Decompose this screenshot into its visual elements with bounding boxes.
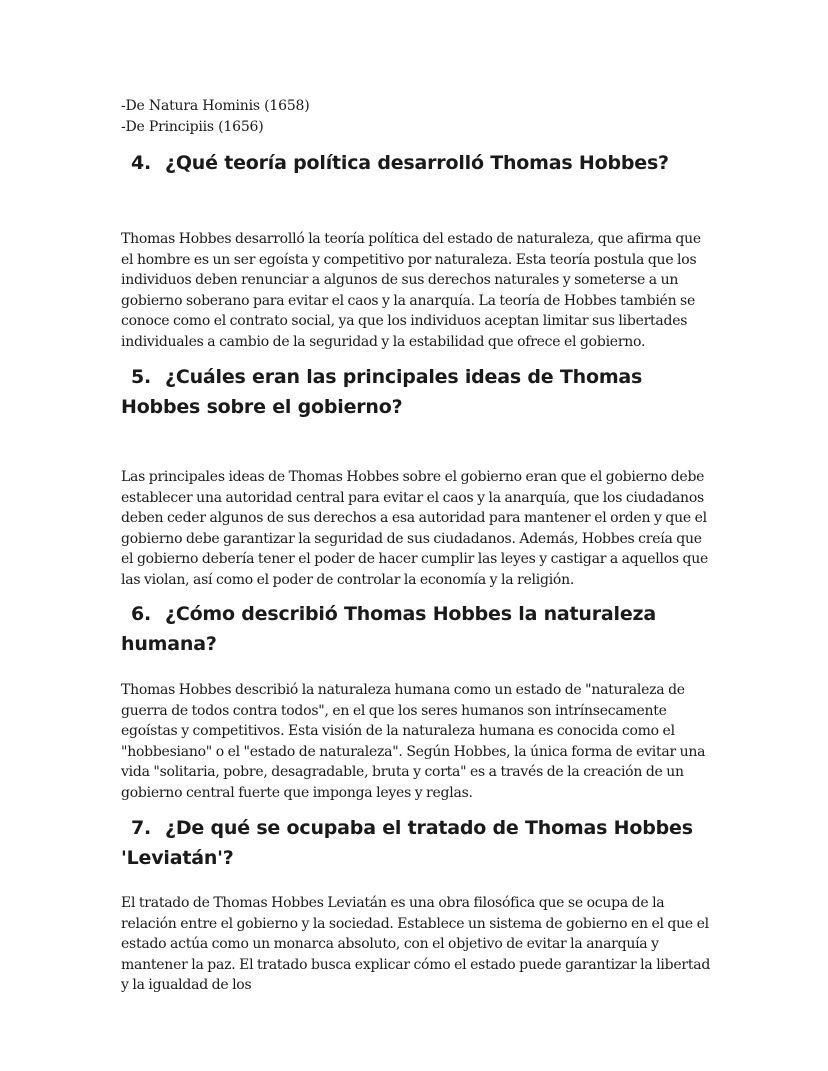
section-number: 5. bbox=[131, 366, 152, 388]
section-answer-6: Thomas Hobbes describió la naturaleza humana como un estado de "naturaleza de guerra de todos contra todos", en el que los seres humanos son intrínsecamente egoístas y competitivos. Esta visión de la naturaleza humana es conocida como el "hobbesiano" o el "estado de naturaleza". Según Hobbes, la única forma de evitar una vida "solitaria, pobre, desagradable, bruta y corta" es a través de la creación de un gobierno central fuerte que imponga leyes y reglas. bbox=[121, 682, 706, 801]
section-question: ¿De qué se ocupaba el tratado de Thomas Hobbes 'Leviatán'? bbox=[121, 817, 693, 869]
section-heading-7 bbox=[121, 813, 721, 873]
section-number: 4. bbox=[131, 152, 152, 174]
section-heading-6 bbox=[121, 599, 721, 659]
section-number: 6. bbox=[131, 603, 152, 625]
section-answer-4: Thomas Hobbes desarrolló la teoría política del estado de naturaleza, que afirma que el hombre es un ser egoísta y competitivo por naturaleza. Esta teoría postula que los individuos deben renunciar a algunos de sus derechos naturales y someterse a un gobierno soberano para evitar el caos y la anarquía. La teoría de Hobbes también se conoce como el contrato social, ya que los individuos aceptan limitar sus libertades individuales a cambio de la seguridad y la estabilidad que ofrece el gobierno. bbox=[121, 231, 701, 350]
section-heading-4 bbox=[121, 148, 721, 178]
section-answer-5: Las principales ideas de Thomas Hobbes sobre el gobierno eran que el gobierno debe establecer una autoridad central para evitar el caos y la anarquía, que los ciudadanos deben ceder algunos de sus derechos a esa autoridad para mantener el orden y que el gobierno debe garantizar la seguridad de sus ciudadanos. Además, Hobbes creía que el gobierno debería tener el poder de hacer cumplir las leyes y castigar a aquellos que las violan, así como el poder de controlar la economía y la religión. bbox=[121, 469, 709, 588]
section-question: ¿Cuáles eran las principales ideas de Thomas Hobbes sobre el gobierno? bbox=[121, 366, 643, 418]
section-number: 7. bbox=[131, 817, 152, 839]
reference-item: -De Natura Hominis (1658) bbox=[121, 98, 310, 114]
section-question: ¿Qué teoría política desarrolló Thomas Hobbes? bbox=[165, 152, 669, 174]
reference-item: -De Principiis (1656) bbox=[121, 119, 264, 135]
section-question: ¿Cómo describió Thomas Hobbes la naturaleza humana? bbox=[121, 603, 657, 655]
reference-list bbox=[121, 96, 310, 138]
section-heading-5 bbox=[121, 362, 721, 422]
section-answer-7: El tratado de Thomas Hobbes Leviatán es una obra filosófica que se ocupa de la relación entre el gobierno y la sociedad. Establece un sistema de gobierno en el que el estado actúa como un monarca absoluto, con el objetivo de evitar la anarquía y mantener la paz. El tratado busca explicar cómo el estado puede garantizar la libertad y la igualdad de los bbox=[121, 895, 711, 994]
